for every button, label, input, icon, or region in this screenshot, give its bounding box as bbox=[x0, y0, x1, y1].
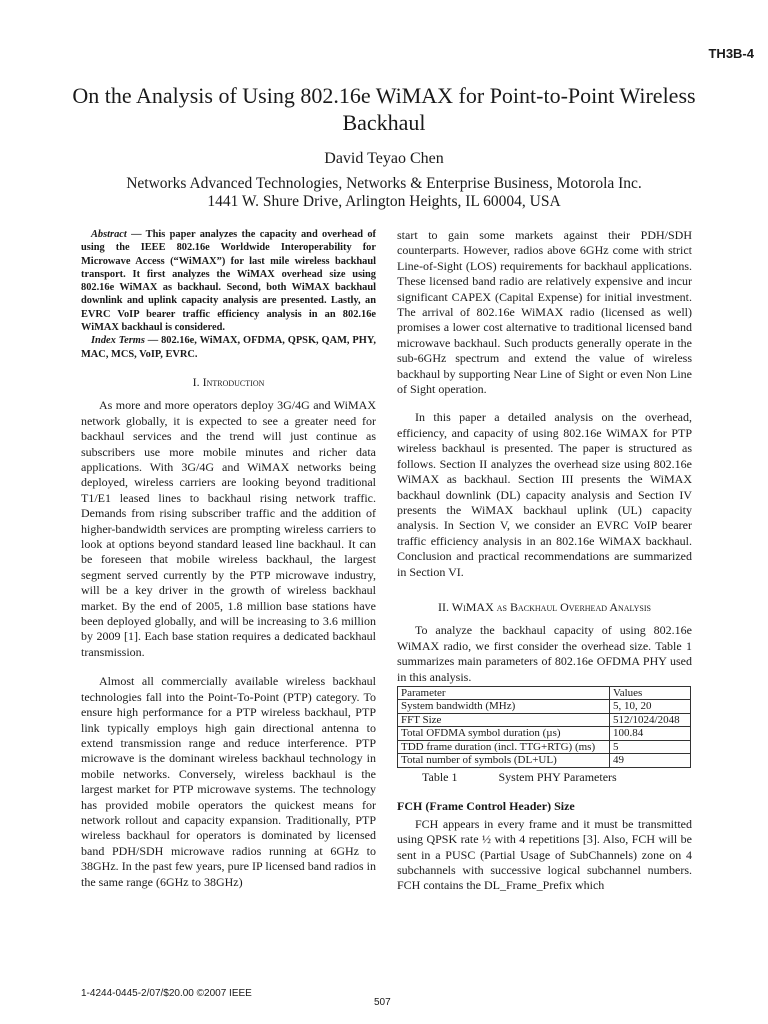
page-number: 507 bbox=[374, 997, 391, 1008]
table-cell-value: 100.84 bbox=[610, 727, 691, 741]
table-header-row bbox=[398, 686, 691, 700]
index-terms-text: — 802.16e, WiMAX, OFDMA, QPSK, QAM, PHY, MAC, MCS, VoIP, EVRC. bbox=[81, 335, 376, 360]
table-row bbox=[398, 754, 691, 768]
table-cell-parameter: System bandwidth (MHz) bbox=[398, 700, 610, 714]
phy-parameters-table bbox=[397, 686, 691, 768]
right-column bbox=[397, 228, 692, 894]
table-header-parameter: Parameter bbox=[398, 686, 610, 700]
table-cell-parameter: Total OFDMA symbol duration (µs) bbox=[398, 727, 610, 741]
fch-heading: FCH (Frame Control Header) Size bbox=[397, 799, 575, 814]
section-2-heading: II. WiMAX as Backhaul Overhead Analysis bbox=[438, 599, 651, 614]
index-terms bbox=[81, 334, 376, 361]
abstract-dash: — bbox=[126, 229, 146, 240]
table-caption bbox=[397, 770, 692, 785]
table-row bbox=[398, 713, 691, 727]
abstract-label: Abstract bbox=[91, 229, 127, 240]
abstract-text: This paper analyzes the capacity and overhead of using the IEEE 802.16e Worldwide Interoperability for Microwave Access (“WiMAX”) for last mile wireless backhaul transport. It first analyzes the WiMAX overhead size using 802.16e WiMAX as backhaul. Second, both WiMAX backhaul downlink and uplink capacity analysis are presented. Lastly, an EVRC VoIP bearer traffic efficiency analysis in an 802.16e WiMAX backhaul is considered. bbox=[81, 229, 376, 334]
right-paragraph-2: In this paper a detailed analysis on the overhead, efficiency, and capacity of using 802.16e WiMAX for PTP wireless backhaul is presented. The paper is structured as follows. Section II analyzes the overhead size using 802.16e WiMAX as backhaul. Section III presents the WiMAX backhaul downlink (DL) capacity analysis and Section IV presents the WiMAX backhaul uplink (UL) capacity analysis. In Section V, we consider an EVRC VoIP bearer traffic efficiency analysis in an 802.16e WiMAX backhaul. Conclusion and practical recommendations are summarized in Section VI. bbox=[397, 410, 692, 579]
table-row bbox=[398, 700, 691, 714]
intro-heading: I. Introduction bbox=[192, 374, 265, 389]
session-code: TH3B-4 bbox=[708, 46, 754, 61]
right-paragraph-1: start to gain some markets against their PDH/SDH counterparts. However, radios above 6GHz come with strict Line-of-Sight (LOS) requirements for backhaul applications. These licensed band radio are relatively expensive and incur significant CAPEX (Capital Expense) for initial investment. The arrival of 802.16e WiMAX radio (licensed as well) promises a lower cost alternative to traditional licensed band microwave backhaul. Such products generally operate in the sub-6GHz spectrum and extend the value of wireless backhaul by supporting Near Line of Sight or even Non Line of Sight operation. bbox=[397, 228, 692, 397]
table-cell-value: 5 bbox=[610, 740, 691, 754]
table-row bbox=[398, 740, 691, 754]
affiliation-line-1: Networks Advanced Technologies, Networks & Enterprise Business, Motorola Inc. bbox=[126, 175, 642, 192]
table-caption-label: Table 1 bbox=[422, 769, 458, 784]
intro-paragraph-1: As more and more operators deploy 3G/4G and WiMAX network globally, it is expected to see a greater need for backhaul services and the trend will just continue as subscribers use more mobile minutes and richer data applications. With 3G/4G and WiMAX networks being deployed, wireless carriers are looking beyond traditional T1/E1 leased lines to backhaul rising network traffic. Demands from rising subscriber traffic and the addition of higher-bandwidth services are prompting wireless carriers to look at options beyond standard leased line backhaul. It can be foreseen that mobile wireless backhaul, the largest segment served currently by the PTP microwave industry, will be a key driver in the growth of wireless backhaul market. By the end of 2005, 1.8 million base stations have been deployed globally, and will be increasing to 3.6 million by 2009 [1]. Each base station requires a dedicated backhaul transmission. bbox=[81, 398, 376, 659]
abstract bbox=[81, 228, 376, 334]
affiliation bbox=[40, 175, 728, 211]
fch-paragraph: FCH appears in every frame and it must be transmitted using QPSK rate ½ with 4 repetitions [3]. Also, FCH will be sent in a PUSC (Partial Usage of SubChannels) zone on 4 subchannels with successive logical subchannel numbers. FCH contains the DL_Frame_Prefix which bbox=[397, 816, 692, 893]
table-header-values: Values bbox=[610, 686, 691, 700]
table-cell-parameter: Total number of symbols (DL+UL) bbox=[398, 754, 610, 768]
table-cell-parameter: TDD frame duration (incl. TTG+RTG) (ms) bbox=[398, 740, 610, 754]
table-cell-parameter: FFT Size bbox=[398, 713, 610, 727]
author-name: David Teyao Chen bbox=[324, 150, 444, 167]
copyright-notice: 1-4244-0445-2/07/$20.00 ©2007 IEEE bbox=[81, 988, 252, 999]
intro-paragraph-2: Almost all commercially available wireless backhaul technologies fall into the Point-To-Point (PTP) category. To ensure high performance for a PTP wireless backhaul, PTP link typically employs high gain directional antenna to extend transmission range and reduce interference. PTP microwave is the dominant wireless backhaul technology in mobile networks. Conversely, wireless backhaul is the largest market for PTP microwave systems. The technology has provided mobile operators the quickest means for network rollout and capacity expansion. Traditionally, PTP wireless backhaul for operators is dominated by licensed band PDH/SDH microwave radios running at 6GHz to 38GHz. In the past few years, pure IP licensed band radios in the same range (6GHz to 38GHz) bbox=[81, 674, 376, 889]
table-cell-value: 512/1024/2048 bbox=[610, 713, 691, 727]
index-terms-label: Index Terms bbox=[91, 335, 145, 347]
table-cell-value: 49 bbox=[610, 754, 691, 768]
affiliation-line-2: 1441 W. Shure Drive, Arlington Heights, IL 60004, USA bbox=[207, 193, 561, 210]
table-row bbox=[398, 727, 691, 741]
paper-title: On the Analysis of Using 802.16e WiMAX for Point-to-Point Wireless Backhaul bbox=[72, 83, 696, 135]
left-column bbox=[81, 228, 376, 890]
table-caption-text: System PHY Parameters bbox=[498, 769, 617, 784]
section-2-paragraph: To analyze the backhaul capacity of using 802.16e WiMAX radio, we first consider the overhead size. Table 1 summarizes main parameters of 802.16e OFDMA PHY used in this analysis. bbox=[397, 623, 692, 684]
table-cell-value: 5, 10, 20 bbox=[610, 700, 691, 714]
